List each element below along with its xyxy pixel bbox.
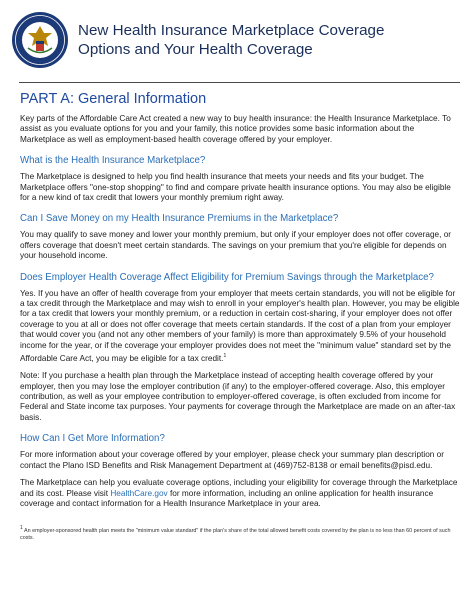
footnote	[20, 525, 460, 542]
section-heading-what: What is the Health Insurance Marketplace?	[20, 155, 206, 167]
eligibility-text: Yes. If you have an offer of health coverage from your employer that meets certain standards, you will not be eligible for a tax credit through the Marketplace and may wish to enroll in your employer's health plan. However, you may be eligible for a tax credit that lowers your monthly premium, or a reduction in certain cost-sharing, if your employer does not offer coverage to you at all or does not offer coverage that meets certain standards. If the cost of a plan from your employer that would cover you (and not any other members of your family) is more than approximately 9.5% of your household income for the year, or if the coverage your employer provides does not meet the "minimum value" standard set by the Affordable Care Act, you may be eligible for a tax credit.	[20, 288, 460, 363]
more-info-text: For more information about your coverage offered by your employer, please check your summary plan description or contact the Plano ISD Benefits and Risk Management Department at (469)752-8138 or email	[20, 450, 445, 470]
intro-paragraph: Key parts of the Affordable Care Act created a new way to buy health insurance: the Health Insurance Marketplace. To assist as you evaluate options for you and your family, this notice provides some basic information about the Marketplace as well as employment-based health coverage offered by your employer.	[20, 114, 451, 144]
section-body-more-1	[20, 450, 460, 471]
footnote-text: An employer-sponsored health plan meets the "minimum value standard" if the plan's share of the total allowed benefit costs covered by the plan is no less than 60 percent of such costs.	[20, 527, 451, 541]
section-body-eligibility-1	[20, 289, 460, 365]
section-heading-more: How Can I Get More Information?	[20, 433, 165, 445]
section-body-what: The Marketplace is designed to help you find health insurance that meets your needs and fits your budget. The Marketplace offers "one-stop shopping" to find and compare private health insurance options. You may also be eligible for a new kind of tax credit that lowers your monthly premium right away.	[20, 172, 451, 203]
header-divider	[19, 82, 460, 83]
section-body-more-2	[20, 478, 460, 509]
document-body	[20, 90, 460, 516]
dept-seal-icon	[11, 11, 69, 69]
footnote-ref: 1	[223, 353, 227, 360]
email-link[interactable]: benefits@pisd.edu	[361, 460, 431, 470]
marketplace-text: The Marketplace can help you evaluate coverage options, including your eligibility for coverage through the Marketplace and its cost. Please visit	[20, 478, 458, 498]
marketplace-text-end: for more information, including an online application for health insurance coverage and contact information for a Health Insurance Marketplace in your area.	[20, 488, 434, 508]
section-heading-save: Can I Save Money on my Health Insurance Premiums in the Marketplace?	[20, 213, 339, 225]
section-body-eligibility-2: Note: If you purchase a health plan through the Marketplace instead of accepting health coverage offered by your employer, then you may lose the employer contribution (if any) to the employer-offered coverage. Also, this employer contribution, as well as your employee contribution to employer-offered coverage, is often excluded from income for Federal and State income tax purposes. Your payments for coverage through the Marketplace are made on an after-tax basis.	[20, 371, 456, 422]
section-heading-eligibility: Does Employer Health Coverage Affect Eligibility for Premium Savings through the Marketplace?	[20, 271, 434, 283]
section-body-save: You may qualify to save money and lower your monthly premium, but only if your employer does not offer coverage, or offers coverage that doesn't meet certain standards. The savings on your premium that you're eligible for depends on your household income.	[20, 230, 452, 261]
document-title	[78, 22, 458, 59]
footnote-mark: 1	[20, 525, 23, 531]
title-line-2: Options and Your Health Coverage	[78, 40, 313, 58]
more-info-end: .	[430, 460, 433, 470]
title-line-1: New Health Insurance Marketplace Coverage	[78, 22, 385, 39]
part-a-title: PART A: General Information	[20, 91, 207, 107]
document-header	[0, 0, 474, 76]
healthcare-gov-link[interactable]: HealthCare.gov	[110, 488, 168, 498]
